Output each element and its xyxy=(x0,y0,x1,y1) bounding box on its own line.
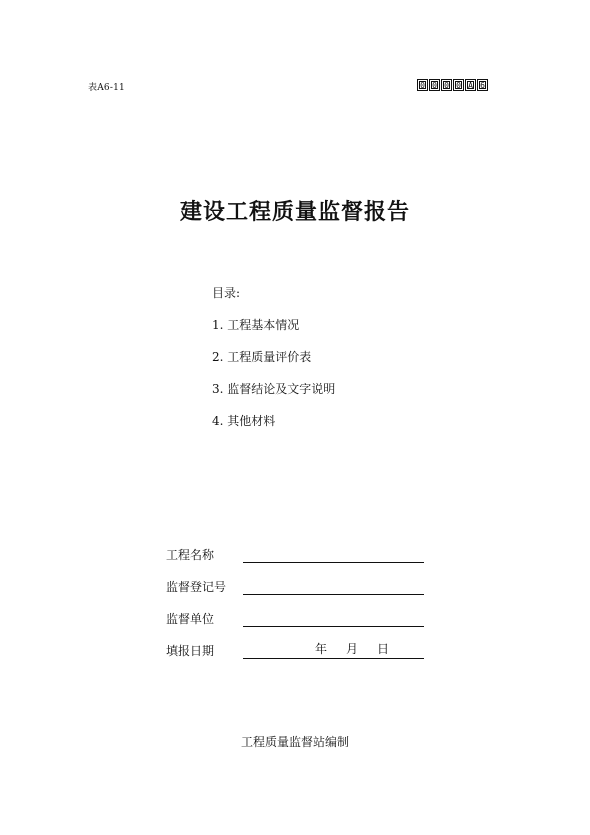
date-year-label: 年 xyxy=(315,642,328,656)
serial-digit: A xyxy=(468,81,473,90)
serial-digit: 0 xyxy=(420,81,425,90)
report-title: 建设工程质量监督报告 xyxy=(179,200,410,225)
project-name-field[interactable] xyxy=(243,547,424,563)
registration-no-row xyxy=(166,579,424,595)
supervision-unit-label: 监督单位 xyxy=(166,612,215,626)
serial-digit-box xyxy=(441,79,452,91)
toc-heading: 目录: xyxy=(212,286,241,300)
compiler-note: 工程质量监督站编制 xyxy=(240,735,349,749)
report-date-row xyxy=(166,643,424,659)
toc-item: 4. 其他材料 xyxy=(212,414,276,428)
serial-digit-box xyxy=(417,79,428,91)
toc-item: 2. 工程质量评价表 xyxy=(212,350,312,364)
serial-digit-box xyxy=(453,79,464,91)
serial-digit: 0 xyxy=(456,81,461,90)
serial-digit-box xyxy=(465,79,476,91)
report-date-field[interactable] xyxy=(243,643,424,659)
report-date-label: 填报日期 xyxy=(166,644,215,658)
form-code: 表A6-11 xyxy=(88,83,125,93)
date-parts xyxy=(315,640,389,657)
serial-digit: 0 xyxy=(432,81,437,90)
registration-no-label: 监督登记号 xyxy=(166,580,227,594)
table-of-contents xyxy=(212,284,335,444)
project-name-row xyxy=(166,547,424,563)
report-fields xyxy=(166,547,424,675)
serial-digit: 6 xyxy=(480,81,485,90)
supervision-unit-row xyxy=(166,611,424,627)
serial-digit-box xyxy=(429,79,440,91)
serial-number-boxes xyxy=(417,79,488,91)
serial-digit-box xyxy=(477,79,488,91)
date-month-label: 月 xyxy=(346,642,359,656)
registration-no-field[interactable] xyxy=(243,579,424,595)
serial-digit: 0 xyxy=(444,81,449,90)
date-day-label: 日 xyxy=(377,642,390,656)
project-name-label: 工程名称 xyxy=(166,548,215,562)
toc-item: 1. 工程基本情况 xyxy=(212,318,300,332)
toc-item: 3. 监督结论及文字说明 xyxy=(212,382,336,396)
supervision-unit-field[interactable] xyxy=(243,611,424,627)
